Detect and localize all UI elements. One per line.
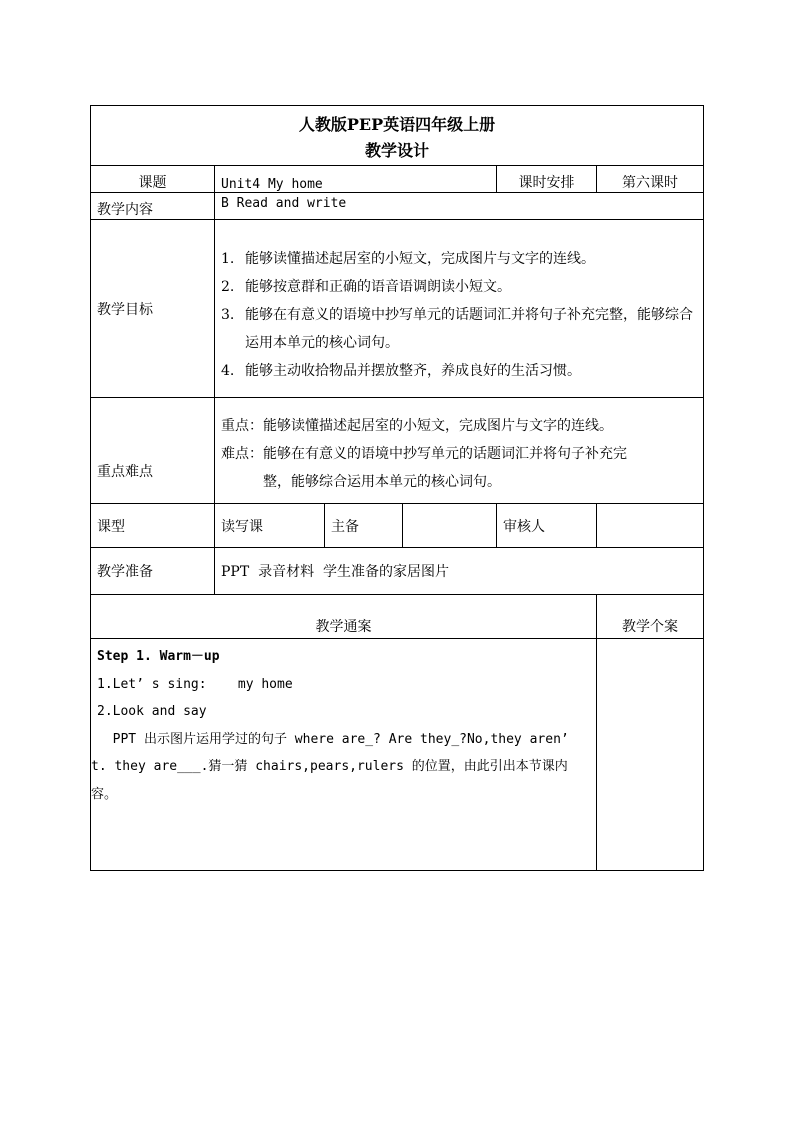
key-label: 重点难点	[91, 398, 215, 504]
difficult-point: 难点：能够在有意义的语境中抄写单元的话题词汇并将句子补充完	[221, 445, 627, 462]
document-title	[91, 106, 704, 166]
step1-block	[91, 639, 596, 808]
content-value: B Read and write	[215, 193, 704, 220]
goal-item: 3. 能够在有意义的语境中抄写单元的话题词汇并将句子补充完整，能够综合运用本单元的核心词句。	[221, 306, 693, 351]
content-label: 教学内容	[91, 193, 215, 220]
step1-individual-cell	[597, 639, 704, 871]
goals-list-cell	[215, 220, 704, 398]
type-label: 课型	[91, 504, 215, 548]
reviewer-label: 审核人	[497, 504, 597, 548]
difficult-point-cont: 整，能够综合运用本单元的核心词句。	[263, 473, 501, 490]
step1-line-2: 2.Look and say	[97, 704, 207, 719]
schedule-label: 课时安排	[497, 166, 597, 193]
step1-title: Step 1. Warm－up	[97, 649, 220, 664]
step1-line-3: PPT 出示图片运用学过的句子 where are_? Are they_?No,they aren’	[97, 731, 569, 747]
individual-plan-header: 教学个案	[597, 595, 704, 639]
step1-cell	[91, 639, 597, 871]
key-cell	[215, 398, 704, 504]
lesson-plan-table	[90, 105, 704, 871]
goal-item: 4. 能够主动收拾物品并摆放整齐，养成良好的生活习惯。	[221, 362, 581, 379]
step1-line-5: 容。	[91, 786, 118, 802]
main-value	[403, 504, 497, 548]
type-value: 读写课	[215, 504, 325, 548]
goals-label: 教学目标	[91, 220, 215, 398]
step1-line-1: 1.Let’ s sing: my home	[97, 676, 293, 692]
title-line-2: 教学设计	[365, 141, 430, 160]
reviewer-value	[597, 504, 704, 548]
goal-item: 2. 能够按意群和正确的语音语调朗读小短文。	[221, 278, 511, 295]
schedule-value: 第六课时	[597, 166, 704, 193]
common-plan-header: 教学通案	[91, 595, 597, 639]
step1-line-4: t. they are___.猜一猜 chairs,pears,rulers 的位置，由此引出本节课内	[91, 759, 568, 774]
prep-label: 教学准备	[91, 548, 215, 595]
main-label: 主备	[325, 504, 403, 548]
topic-label: 课题	[91, 166, 215, 193]
goals-list	[215, 245, 703, 385]
goal-item: 1. 能够读懂描述起居室的小短文，完成图片与文字的连线。	[221, 250, 595, 267]
key-point: 重点：能够读懂描述起居室的小短文，完成图片与文字的连线。	[221, 417, 613, 434]
topic-value: Unit4 My home	[215, 166, 497, 193]
prep-value: PPT 录音材料 学生准备的家居图片	[215, 548, 704, 595]
title-line-1: 人教版PEP英语四年级上册	[298, 115, 496, 134]
